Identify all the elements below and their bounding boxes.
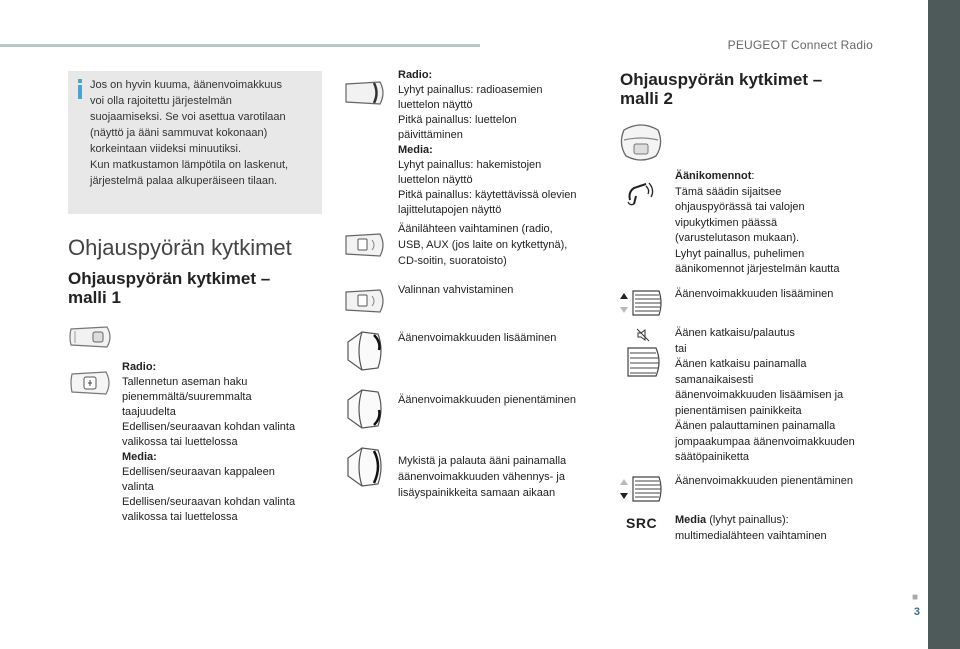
stalk-control-icon: [67, 323, 115, 351]
volume-up-dial-icon: [344, 330, 386, 372]
volume-up-description-2: Äänenvoimakkuuden lisääminen: [675, 288, 834, 300]
model1-title: Ohjauspyörän kytkimet – malli 1: [68, 269, 271, 307]
model2-title: Ohjauspyörän kytkimet – malli 2: [620, 70, 823, 108]
model1-description: Radio: Tallennetun aseman haku pienemmältä/suuremmalta taajuudelta Edellisen/seuraavan kohdan valinta valikossa tai luettelossa Media: Edellisen/seuraavan kappaleen valinta Edellisen/seuraavan kohdan valinta valikossa tai luettelossa: [122, 361, 296, 523]
stalk-list-icon: [344, 80, 386, 106]
voice-description: Äänikomennot: Tämä säädin sijaitsee ohjauspyörässä tai valojen vipukytkimen päässä (varustelutason mukaan). Lyhyt painallus, puhelimen äänikomennot järjestelmän kautta: [675, 170, 840, 275]
footer-marker: ■: [911, 592, 918, 603]
stalk-seek-icon: [68, 369, 114, 397]
section-title: Ohjauspyörän kytkimet: [68, 235, 292, 260]
steering-wheel-icon: [618, 122, 664, 164]
confirm-description: Valinnan vahvistaminen: [398, 284, 514, 296]
src-label: SRC: [626, 515, 658, 531]
mute-description: Mykistä ja palauta ääni painamalla äänenvoimakkuuden vähennys- ja lisäyspainikkeita samaan aikaan: [398, 455, 567, 499]
header-rule: [0, 44, 480, 47]
voice-command-icon: [624, 178, 658, 208]
header-title: PEUGEOT Connect Radio: [727, 38, 873, 52]
media-description: Media (lyhyt painallus): multimedialähteen vaihtaminen: [675, 514, 827, 542]
list-description: Radio: Lyhyt painallus: radioasemien luettelon näyttö Pitkä painallus: luettelon päivittäminen Media: Lyhyt painallus: hakemistojen luettelon näyttö Pitkä painallus: käytettävissä olevien lajittelutapojen näyttö: [398, 69, 577, 216]
volume-up-description: Äänenvoimakkuuden lisääminen: [398, 332, 557, 344]
stalk-source-icon: [344, 232, 386, 258]
volume-down-description-2: Äänenvoimakkuuden pienentäminen: [675, 475, 853, 487]
volume-up-wheel-icon: [619, 289, 665, 317]
page-number: 3: [913, 606, 920, 618]
volume-down-wheel-icon: [619, 475, 665, 503]
source-description: Äänilähteen vaihtaminen (radio, USB, AUX (jos laite on kytkettynä), CD-soitin, suoratoisto): [398, 223, 568, 267]
mute-description-2: Äänen katkaisu/palautus tai Äänen katkaisu painamalla samanaikaisesti äänenvoimakkuuden lisäämisen ja pienentämisen painikkeita Äänen palauttaminen painamalla jompaakumpaa äänenvoimakkuuden säätöpainiketta: [675, 327, 855, 463]
mute-wheel-icon: [626, 346, 664, 378]
sidebar-tab: [928, 0, 960, 649]
note-text: Jos on hyvin kuuma, äänenvoimakkuus voi olla rajoitettu järjestelmän suojaamiseksi. Se voi asettua varotilaan (näyttö ja ääni sammuvat kokonaan) korkeintaan viideksi minuutiksi. Kun matkustamon lämpötila on laskenut, järjestelmä palaa alkuperäiseen tilaan.: [90, 79, 289, 187]
volume-down-description: Äänenvoimakkuuden pienentäminen: [398, 394, 576, 406]
mute-dial-icon: [344, 446, 386, 488]
mute-icon: [636, 328, 650, 342]
volume-down-dial-icon: [344, 388, 386, 430]
info-icon: [78, 79, 82, 99]
stalk-confirm-icon: [344, 288, 386, 314]
